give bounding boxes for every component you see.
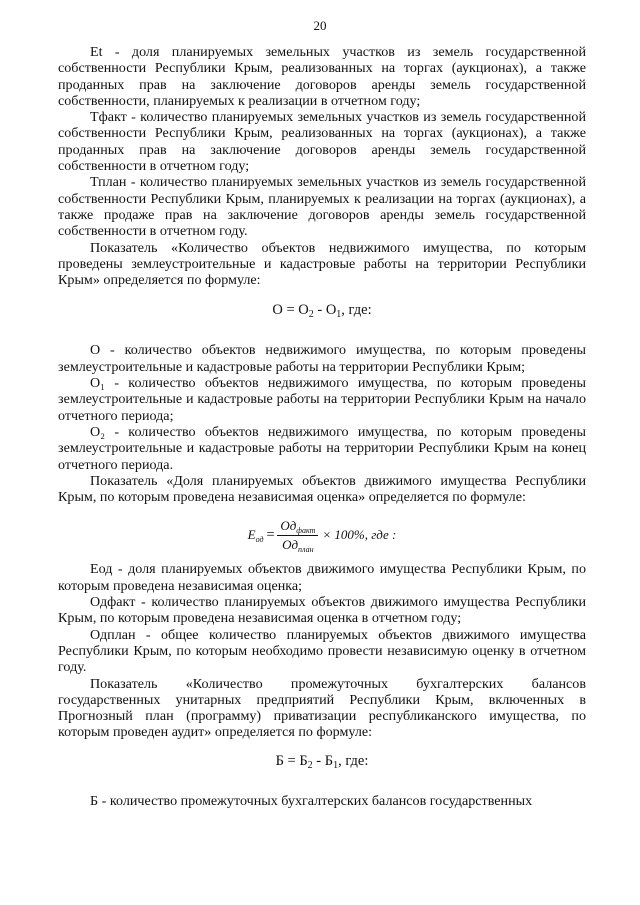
paragraph-et-definition: Et - доля планируемых земельных участков из земель государственной собственности Республики Крым, реализованных на торгах (аукционах), а также проданных прав на заключение договоров аренды земель государственной собственности, планируемых к реализации в отчетном году; xyxy=(58,44,586,109)
paragraph-o-definition: О - количество объектов недвижимого имущества, по которым проведены землеустроительные и кадастровые работы на территории Республики Крым; xyxy=(58,342,586,375)
formula-real-estate: $О = О_2 - О_1$, где: xyxy=(272,302,372,321)
paragraph-odfact-definition: Одфакт - количество планируемых объектов движимого имущества Республики Крым, по которым проведена независимая оценка в отчетном году; xyxy=(58,594,586,627)
paragraph-o2-definition: О₂ - количество объектов недвижимого имущества, по которым проведены землеустроительные и кадастровые работы на территории Республики Крым на конец отчетного периода. xyxy=(58,423,586,473)
paragraph-eod-definition: Еод - доля планируемых объектов движимого имущества Республики Крым, по которым проведена независимая оценка; xyxy=(58,561,586,594)
paragraph-tplan-definition: Тплан - количество планируемых земельных участков из земель государственной собственности Республики Крым, планируемых к реализации на торгах (аукционах), а также продаже прав на заключение договоров аренды земель государственной собственности в отчетном году. xyxy=(58,174,586,240)
paragraph-indicator-balances: Показатель «Количество промежуточных бухгалтерских балансов государственных унитарных предприятий Республики Крым, включенных в Прогнозный план (программу) приватизации республиканского имущества, по которым проведен аудит» определяется по формуле: xyxy=(58,675,586,741)
paragraph-b-definition: Б - количество промежуточных бухгалтерских балансов государственных xyxy=(90,792,533,809)
page-number: 20 xyxy=(313,18,327,33)
paragraph-tfact-definition: Тфакт - количество планируемых земельных участков из земель государственной собственности Республики Крым, реализованных на торгах (аукционах), а также проданных прав на заключение договоров аренды земель государственной собственности в отчетном году; xyxy=(58,109,586,175)
formula-movable-property: $E_{од}$ = $\frac{Од_{факт}}{Од_{план}}$ × 100%, где : xyxy=(247,517,397,554)
paragraph-odplan-definition: Одплан - общее количество планируемых объектов движимого имущества Республики Крым, по которым необходимо провести независимую оценку в отчетном году. xyxy=(58,626,586,676)
formula-fraction: $\frac{Од_{факт}}{Од_{план}}$ xyxy=(277,518,318,554)
formula-balances: $Б = Б_2 - Б_1$, где: xyxy=(275,752,369,771)
paragraph-indicator-real-estate: Показатель «Количество объектов недвижимого имущества, по которым проведены землеустроительные и кадастровые работы на территории Республики Крым» определяется по формуле: xyxy=(58,239,586,289)
body-text xyxy=(58,44,586,809)
paragraph-indicator-movable-property: Показатель «Доля планируемых объектов движимого имущества Республики Крым, по которым проведена независимая оценка» определяется по формуле: xyxy=(58,472,586,506)
paragraph-o1-definition: О₁ - количество объектов недвижимого имущества, по которым проведены землеустроительные и кадастровые работы на территории Республики Крым на начало отчетного периода; xyxy=(58,375,586,424)
